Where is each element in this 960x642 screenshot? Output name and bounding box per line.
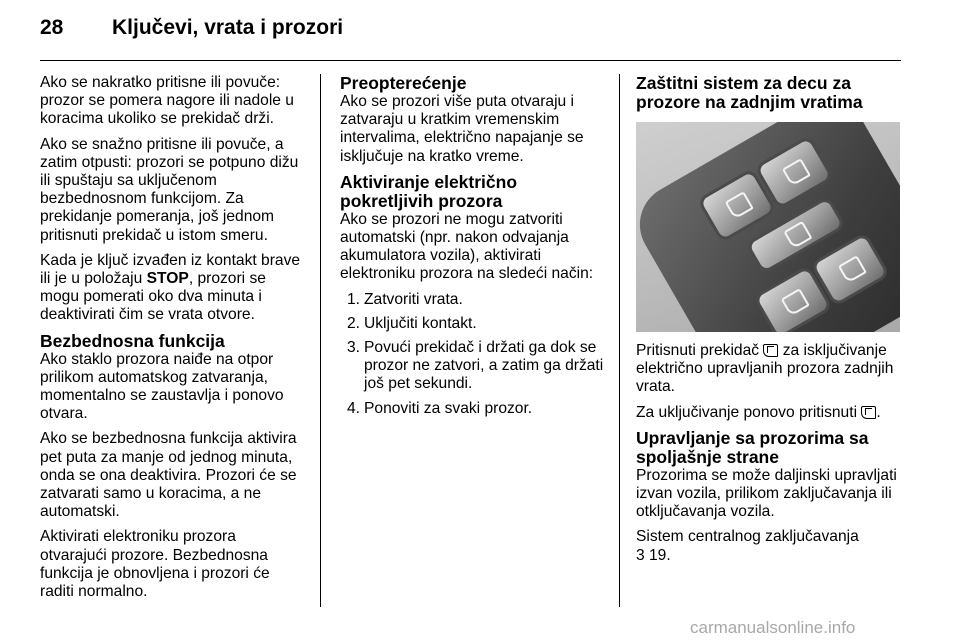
heading-safety-function: Bezbednosna funkcija — [40, 330, 225, 351]
paragraph-reactivate: Aktivirati elektroniku prozora otvarajući prozore. Bezbednosna funkcija je obnovljena i prozori će raditi normalno. — [40, 528, 270, 601]
paragraph-overload: Ako se prozori više puta otvaraju i zatvaraju u kratkim vremenskim intervalima, električno napajanje se isključuje na kratko vreme. — [340, 93, 584, 165]
window-switch — [814, 236, 886, 303]
window-switch — [701, 172, 773, 239]
watermark: carmanualsonline.info — [690, 618, 856, 637]
step-number: 3. — [346, 339, 360, 357]
window-icon — [781, 288, 810, 316]
header-rule — [40, 60, 901, 61]
paragraph-key-removed — [40, 252, 306, 325]
page-reference: 3 19. — [636, 546, 671, 564]
list-item — [340, 315, 608, 333]
text-segment: Kada je ključ izvađen iz kontakt brave ili je u položaju — [40, 251, 301, 288]
paragraph-remote: Prozorima se može daljinski upravljati izvan vozila, prilikom zaključavanja ili otključavanja vozila. — [636, 466, 897, 521]
window-icon — [725, 191, 754, 219]
column-right — [636, 74, 904, 572]
step-number: 2. — [346, 314, 360, 332]
paragraph-resistance: Ako staklo prozora naiđe na otpor prilikom automatskog zatvaranja, momentalno se zaustavlja i ponovo otvara. — [40, 350, 284, 423]
paragraph-deactivate: Ako se bezbednosna funkcija aktivira pet puta za manje od jednog minuta, onda se ona deaktivira. Prozori će se zatvarati samo u koracima, a ne automatski. — [40, 430, 297, 521]
text-segment: Za uključivanje ponovo pritisnuti — [636, 403, 862, 421]
heading-overload: Preopterećenje — [340, 73, 467, 93]
paragraph-short-press: Ako se nakratko pritisne ili povuče: prozor se pomera nagore ili nadole u koracima ukoliko se prekidač drži. — [40, 74, 294, 128]
list-item — [340, 339, 608, 394]
step-number: 4. — [346, 399, 360, 417]
page-title: Ključevi, vrata i prozori — [112, 16, 344, 39]
paragraph-press-again — [636, 404, 904, 422]
paragraph-firm-press: Ako se snažno pritisne ili povuče, a zatim otpusti: prozori se potpuno dižu ili spuštaju sa uključenom bezbednosnom funkcijom. Za prekidanje pomeranja, još jednom pritisnuti prekidač u istom smeru. — [40, 135, 299, 244]
heading-child-safety: Zaštitni sistem za decu za prozore na zadnjim vratima — [636, 73, 863, 112]
step-text: Zatvoriti vrata. — [364, 290, 463, 308]
window-switch — [758, 139, 830, 206]
page-header — [0, 0, 960, 62]
text-segment: Pritisnuti prekidač — [636, 342, 764, 359]
window-switch-photo — [636, 122, 900, 332]
text-segment: , prozori se mogu pomerati oko dva minuta i deaktivirati čim se vrata otvore. — [40, 270, 266, 324]
heading-outside-control: Upravljanje sa prozorima sa spoljašnje strane — [636, 427, 869, 467]
page-number: 28 — [40, 16, 64, 39]
window-lock-icon — [763, 344, 778, 357]
window-switch — [757, 269, 829, 332]
list-item — [340, 400, 608, 418]
paragraph-central-locking — [636, 528, 904, 564]
list-item — [340, 291, 608, 309]
window-lock-icon — [861, 406, 876, 419]
stop-label: STOP — [146, 270, 189, 288]
paragraph-activate: Ako se prozori ne mogu zatvoriti automatski (npr. nakon odvajanja akumulatora vozila), aktivirati elektroniku prozora na sledeći način: — [340, 210, 594, 283]
column-left — [40, 74, 306, 608]
column-middle — [340, 74, 608, 424]
text-segment: . — [876, 403, 881, 421]
step-text: Povući prekidač i držati ga dok se prozor ne zatvori, a zatim ga držati još pet sekundi. — [364, 339, 604, 393]
column-divider — [320, 74, 321, 607]
step-text: Ponoviti za svaki prozor. — [364, 399, 533, 417]
text-segment: Sistem centralnog zaključavanja — [636, 528, 859, 546]
text-segment: za isključivanje električno upravljanih prozora zadnjih vrata. — [636, 342, 894, 396]
window-icon — [838, 255, 867, 283]
window-lock-icon — [783, 221, 812, 249]
column-divider — [619, 74, 620, 607]
steps-list — [340, 291, 608, 418]
window-icon — [782, 158, 811, 186]
paragraph-press-switch — [636, 342, 904, 397]
step-number: 1. — [346, 290, 360, 308]
heading-activate-windows: Aktiviranje električno pokretljivih prozora — [340, 171, 518, 211]
step-text: Uključiti kontakt. — [364, 314, 477, 332]
door-switch-panel — [636, 122, 900, 332]
